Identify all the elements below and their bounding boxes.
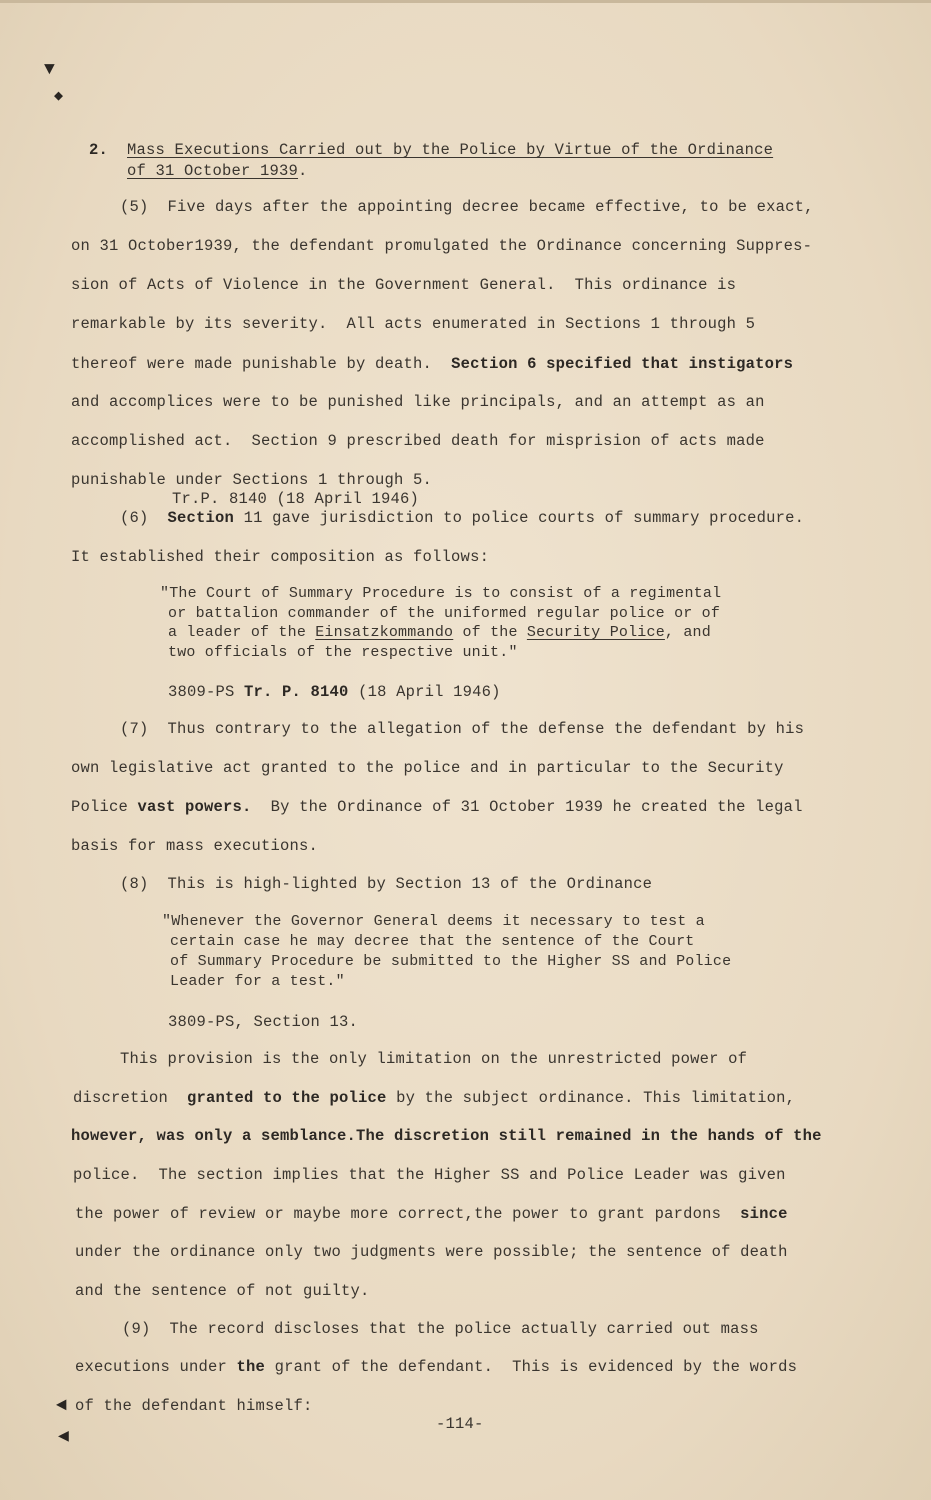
quote-line: or battalion commander of the uniformed regular police or of [168,605,721,622]
para7-line: basis for mass executions. [71,837,319,855]
quote-line: of Summary Procedure be submitted to the Higher SS and Police [170,953,732,970]
para9-line: (9) The record discloses that the police actually carried out mass [122,1320,759,1338]
heading-line2: of 31 October 1939. [127,162,308,180]
para8-line: (8) This is high-lighted by Section 13 of the Ordinance [120,875,653,893]
quote-line: certain case he may decree that the sentence of the Court [170,933,695,950]
para5-line: punishable under Sections 1 through 5. [71,471,433,489]
quote-line: "The Court of Summary Procedure is to consist of a regimental [160,585,722,602]
para5-line: (5) Five days after the appointing decree became effective, to be exact, [120,198,814,216]
para5-line: on 31 October1939, the defendant promulgated the Ordinance concerning Suppres- [71,237,813,255]
provision-line: however, was only a semblance.The discretion still remained in the hands of the [71,1127,822,1145]
para6-line: It established their composition as follows: [71,548,490,566]
provision-line: the power of review or maybe more correct,the power to grant pardons since [75,1205,788,1223]
para5-line: thereof were made punishable by death. Section 6 specified that instigators [71,355,794,373]
provision-line: discretion granted to the police by the subject ordinance. This limitation, [73,1089,796,1107]
quote-line: Leader for a test." [170,973,345,990]
punch-mark: ◀ [58,1427,69,1447]
quote-line: a leader of the Einsatzkommando of the Security Police, and [168,624,711,641]
punch-mark: ◄ [56,1396,67,1416]
citation-3809-ps: 3809-PS Tr. P. 8140 (18 April 1946) [168,683,501,701]
para5-line: remarkable by its severity. All acts enumerated in Sections 1 through 5 [71,315,756,333]
para7-line: own legislative act granted to the police and in particular to the Security [71,759,784,777]
punch-mark: ◆ [54,88,64,105]
provision-line: police. The section implies that the Higher SS and Police Leader was given [73,1166,786,1184]
para6-line: (6) Section 11 gave jurisdiction to police courts of summary procedure. [120,509,805,527]
provision-line: under the ordinance only two judgments were possible; the sentence of death [75,1243,788,1261]
citation-section-13: 3809-PS, Section 13. [168,1013,359,1031]
citation-trp-8140: Tr.P. 8140 (18 April 1946) [172,490,420,508]
heading-line1: Mass Executions Carried out by the Police by Virtue of the Ordinance [127,141,774,159]
punch-mark: ▼ [44,60,55,80]
para9-line: of the defendant himself: [75,1397,313,1415]
para7-line: Police vast powers. By the Ordinance of 31 October 1939 he created the legal [71,798,803,816]
para9-line: executions under the grant of the defendant. This is evidenced by the words [75,1358,798,1376]
quote-line: two officials of the respective unit." [168,644,518,661]
quote-line: "Whenever the Governor General deems it necessary to test a [162,913,705,930]
para7-line: (7) Thus contrary to the allegation of the defense the defendant by his [120,720,805,738]
provision-line: and the sentence of not guilty. [75,1282,370,1300]
provision-line: This provision is the only limitation on the unrestricted power of [120,1050,748,1068]
para5-line: accomplished act. Section 9 prescribed death for misprision of acts made [71,432,765,450]
para5-line: sion of Acts of Violence in the Government General. This ordinance is [71,276,737,294]
heading-number: 2. [89,141,109,159]
page-edge [0,0,931,3]
para5-line: and accomplices were to be punished like principals, and an attempt as an [71,393,765,411]
page-number: -114- [436,1415,484,1433]
